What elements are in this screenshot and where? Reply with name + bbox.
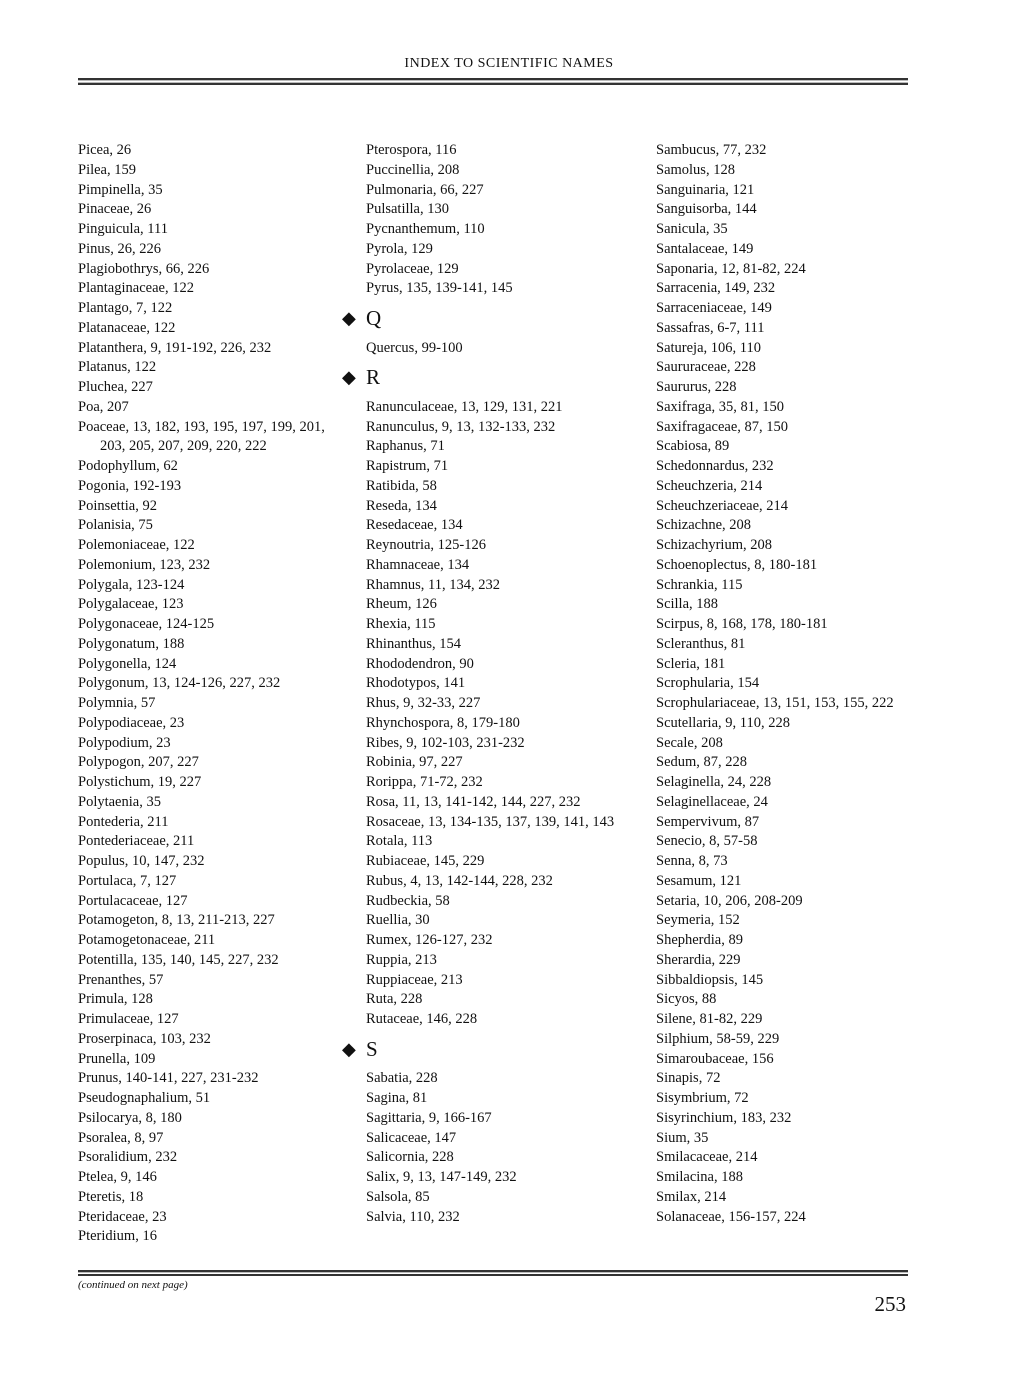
index-entry: Sarraceniaceae, 149 bbox=[656, 300, 772, 316]
index-entry: Sagina, 81 bbox=[366, 1090, 428, 1106]
index-entry: Rudbeckia, 58 bbox=[366, 892, 450, 909]
index-entry: Saururaceae, 228 bbox=[656, 359, 756, 376]
index-entry: Ruta, 228 bbox=[366, 991, 423, 1008]
index-entry: Schedonnardus, 232 bbox=[656, 458, 774, 474]
header-rule bbox=[78, 78, 908, 85]
index-entry: Portulacaceae, 127 bbox=[78, 892, 188, 909]
index-entry: Scutellaria, 9, 110, 228 bbox=[656, 714, 790, 731]
index-entry: Sabatia, 228 bbox=[366, 1070, 438, 1087]
index-entry: Sisyrinchium, 183, 232 bbox=[656, 1109, 792, 1126]
index-entry: Rubus, 4, 13, 142-144, 228, 232 bbox=[366, 872, 553, 889]
index-entry: Populus, 10, 147, 232 bbox=[78, 853, 205, 869]
index-entry: Shepherdia, 89 bbox=[656, 932, 743, 948]
index-entry: Senecio, 8, 57-58 bbox=[656, 833, 758, 850]
index-entry: Pontederia, 211 bbox=[78, 813, 169, 830]
index-entry: Pluchea, 227 bbox=[78, 379, 153, 395]
index-entry: Setaria, 10, 206, 208-209 bbox=[656, 892, 803, 909]
index-entry: Podophyllum, 62 bbox=[78, 458, 178, 474]
index-entry: Puccinellia, 208 bbox=[366, 161, 460, 178]
index-entry: Polygala, 123-124 bbox=[78, 576, 185, 593]
index-entry: Polygonella, 124 bbox=[78, 655, 177, 672]
index-entry: Scleranthus, 81 bbox=[656, 635, 746, 652]
index-entry: Sibbaldiopsis, 145 bbox=[656, 971, 764, 988]
index-entry: Sambucus, 77, 232 bbox=[656, 142, 767, 158]
index-entry: Rhodotypos, 141 bbox=[366, 675, 466, 692]
index-entry: Polytaenia, 35 bbox=[78, 793, 161, 810]
index-entry: Salix, 9, 13, 147-149, 232 bbox=[366, 1169, 517, 1185]
index-entry: Resedaceae, 134 bbox=[366, 517, 463, 534]
index-entry: Prenanthes, 57 bbox=[78, 971, 164, 988]
index-entry: Scabiosa, 89 bbox=[656, 438, 730, 455]
index-entry: Polymnia, 57 bbox=[78, 695, 156, 711]
index-entry: Polypodiaceae, 23 bbox=[78, 714, 185, 731]
index-entry: Rhynchospora, 8, 179-180 bbox=[366, 714, 520, 731]
index-entry: Potamogeton, 8, 13, 211-213, 227 bbox=[78, 912, 275, 929]
index-entry: Secale, 208 bbox=[656, 734, 723, 751]
index-entry: Rapistrum, 71 bbox=[366, 458, 449, 474]
diamond-icon: ◆ bbox=[342, 308, 356, 328]
index-entry: Rhexia, 115 bbox=[366, 616, 436, 632]
index-entry: Smilacaceae, 214 bbox=[656, 1149, 758, 1166]
index-entry: Salicornia, 228 bbox=[366, 1149, 454, 1166]
index-entry: Polemoniaceae, 122 bbox=[78, 537, 195, 553]
index-entry: Pseudognaphalium, 51 bbox=[78, 1090, 211, 1106]
index-entry: Ruellia, 30 bbox=[366, 912, 430, 929]
index-entry: Pimpinella, 35 bbox=[78, 181, 163, 198]
index-entry: Sempervivum, 87 bbox=[656, 813, 760, 830]
index-entry: Sarracenia, 149, 232 bbox=[656, 280, 776, 297]
page-header: INDEX TO SCIENTIFIC NAMES bbox=[404, 56, 614, 71]
diamond-icon: ◆ bbox=[342, 367, 356, 388]
index-entry: Pinaceae, 26 bbox=[78, 201, 152, 218]
index-entry: Rheum, 126 bbox=[366, 596, 437, 613]
index-entry: Santalaceae, 149 bbox=[656, 240, 754, 257]
index-entry: Rutaceae, 146, 228 bbox=[366, 1011, 478, 1027]
index-entry: Schizachne, 208 bbox=[656, 517, 752, 534]
index-entry: Polygonum, 13, 124-126, 227, 232 bbox=[78, 675, 281, 692]
page-number: 253 bbox=[874, 1292, 906, 1316]
index-entry: Samolus, 128 bbox=[656, 161, 735, 178]
index-entry: Picea, 26 bbox=[78, 142, 132, 158]
index-entry: Portulaca, 7, 127 bbox=[78, 872, 177, 889]
index-entry: Ranunculus, 9, 13, 132-133, 232 bbox=[366, 418, 556, 435]
index-entry: Saponaria, 12, 81-82, 224 bbox=[656, 260, 806, 277]
index-entry: Sassafras, 6-7, 111 bbox=[656, 319, 765, 336]
index-entry: Polygalaceae, 123 bbox=[78, 596, 184, 613]
index-column-left bbox=[78, 141, 338, 1247]
index-entry: Ruppiaceae, 213 bbox=[366, 971, 463, 988]
index-entry: Pinguicula, 111 bbox=[78, 221, 168, 237]
index-entry: Satureja, 106, 110 bbox=[656, 339, 761, 356]
index-entry: Quercus, 99-100 bbox=[366, 339, 463, 356]
index-entry: Pteretis, 18 bbox=[78, 1188, 144, 1205]
footer-rule bbox=[78, 1270, 908, 1276]
index-entry: Pulsatilla, 130 bbox=[366, 201, 449, 218]
section-heading bbox=[342, 1030, 626, 1070]
index-entry: Saururus, 228 bbox=[656, 379, 737, 395]
index-entry: Pyrolaceae, 129 bbox=[366, 260, 459, 277]
index-entry: Simaroubaceae, 156 bbox=[656, 1050, 774, 1067]
index-entry: Schrankia, 115 bbox=[656, 576, 743, 593]
index-entry: Plantago, 7, 122 bbox=[78, 300, 173, 316]
index-entry: Scheuchzeria, 214 bbox=[656, 477, 763, 494]
section-heading bbox=[342, 358, 626, 398]
index-entry: Pogonia, 192-193 bbox=[78, 477, 182, 494]
index-entry: Rhamnaceae, 134 bbox=[366, 556, 470, 573]
index-entry: Reynoutria, 125-126 bbox=[366, 537, 487, 553]
index-entry: Platanaceae, 122 bbox=[78, 319, 176, 336]
index-entry: Rhododendron, 90 bbox=[366, 655, 474, 672]
index-entry: Platanthera, 9, 191-192, 226, 232 bbox=[78, 339, 272, 356]
index-entry: Senna, 8, 73 bbox=[656, 853, 728, 869]
index-entry: Sanguinaria, 121 bbox=[656, 181, 755, 198]
index-entry: Sium, 35 bbox=[656, 1129, 709, 1146]
index-entry: Seymeria, 152 bbox=[656, 912, 740, 929]
index-entry: Salvia, 110, 232 bbox=[366, 1208, 460, 1225]
index-entry: Psoralea, 8, 97 bbox=[78, 1129, 164, 1146]
index-entry: Polemonium, 123, 232 bbox=[78, 556, 211, 573]
index-entry: Plantaginaceae, 122 bbox=[78, 280, 194, 297]
index-entry: Sanguisorba, 144 bbox=[656, 201, 757, 218]
index-entry: Reseda, 134 bbox=[366, 497, 437, 514]
index-entry: Schizachyrium, 208 bbox=[656, 537, 772, 553]
index-entry: Salicaceae, 147 bbox=[366, 1129, 457, 1146]
index-entry: Poaceae, 13, 182, 193, 195, 197, 199, 201, 203, 205, 207, 209, 220, 222 bbox=[78, 418, 325, 455]
section-letter: Q bbox=[366, 306, 382, 330]
index-entry: Pulmonaria, 66, 227 bbox=[366, 181, 484, 198]
index-entry: Sicyos, 88 bbox=[656, 991, 717, 1008]
index-entry: Polypodium, 23 bbox=[78, 734, 171, 751]
index-entry: Ribes, 9, 102-103, 231-232 bbox=[366, 734, 525, 751]
index-entry: Sherardia, 229 bbox=[656, 951, 741, 968]
index-entry: Scrophulariaceae, 13, 151, 153, 155, 222 bbox=[656, 695, 894, 711]
index-entry: Selaginella, 24, 228 bbox=[656, 774, 772, 790]
index-entry: Plagiobothrys, 66, 226 bbox=[78, 260, 210, 277]
section-letter: S bbox=[366, 1036, 378, 1061]
index-entry: Pontederiaceae, 211 bbox=[78, 833, 195, 850]
diamond-icon: ◆ bbox=[342, 1038, 356, 1059]
index-column-right bbox=[656, 141, 906, 1227]
index-entry: Polygonatum, 188 bbox=[78, 635, 185, 652]
index-entry: Solanaceae, 156-157, 224 bbox=[656, 1208, 806, 1225]
index-entry: Sesamum, 121 bbox=[656, 872, 742, 889]
index-entry: Saxifraga, 35, 81, 150 bbox=[656, 398, 785, 415]
index-entry: Pyrola, 129 bbox=[366, 240, 433, 257]
index-entry: Rorippa, 71-72, 232 bbox=[366, 774, 483, 790]
index-entry: Ranunculaceae, 13, 129, 131, 221 bbox=[366, 398, 563, 415]
index-entry: Platanus, 122 bbox=[78, 359, 157, 376]
index-entry: Scrophularia, 154 bbox=[656, 675, 760, 692]
index-entry: Scleria, 181 bbox=[656, 655, 726, 672]
index-entry: Psoralidium, 232 bbox=[78, 1149, 178, 1166]
index-entry: Selaginellaceae, 24 bbox=[656, 793, 768, 810]
index-entry: Poinsettia, 92 bbox=[78, 497, 157, 514]
continued-note: (continued on next page) bbox=[78, 1279, 188, 1291]
index-entry: Ptelea, 9, 146 bbox=[78, 1169, 157, 1185]
index-entry: Robinia, 97, 227 bbox=[366, 754, 463, 771]
index-entry: Ratibida, 58 bbox=[366, 477, 437, 494]
index-entry: Rotala, 113 bbox=[366, 833, 433, 850]
index-entry: Pilea, 159 bbox=[78, 161, 136, 178]
index-entry: Pterospora, 116 bbox=[366, 142, 457, 158]
index-entry: Rhinanthus, 154 bbox=[366, 635, 462, 652]
index-entry: Polystichum, 19, 227 bbox=[78, 774, 202, 790]
index-entry: Scheuchzeriaceae, 214 bbox=[656, 497, 789, 514]
index-entry: Rubiaceae, 145, 229 bbox=[366, 853, 485, 869]
index-entry: Silphium, 58-59, 229 bbox=[656, 1030, 780, 1047]
index-entry: Pteridium, 16 bbox=[78, 1228, 157, 1245]
index-entry: Scilla, 188 bbox=[656, 596, 719, 613]
index-entry: Rosaceae, 13, 134-135, 137, 139, 141, 143 bbox=[366, 813, 615, 830]
index-entry: Silene, 81-82, 229 bbox=[656, 1011, 763, 1027]
index-entry: Ruppia, 213 bbox=[366, 951, 437, 968]
index-entry: Psilocarya, 8, 180 bbox=[78, 1109, 182, 1126]
index-entry: Primula, 128 bbox=[78, 991, 153, 1008]
index-entry: Proserpinaca, 103, 232 bbox=[78, 1030, 211, 1047]
index-entry: Prunella, 109 bbox=[78, 1050, 156, 1067]
index-entry: Pycnanthemum, 110 bbox=[366, 221, 485, 237]
index-entry: Salsola, 85 bbox=[366, 1188, 430, 1205]
index-entry: Rumex, 126-127, 232 bbox=[366, 932, 493, 948]
index-entry: Sagittaria, 9, 166-167 bbox=[366, 1109, 492, 1126]
index-entry: Polypogon, 207, 227 bbox=[78, 754, 199, 771]
index-entry: Rosa, 11, 13, 141-142, 144, 227, 232 bbox=[366, 793, 581, 810]
index-entry: Rhus, 9, 32-33, 227 bbox=[366, 695, 481, 711]
index-entry: Rhamnus, 11, 134, 232 bbox=[366, 576, 500, 593]
index-entry: Polygonaceae, 124-125 bbox=[78, 616, 215, 632]
index-entry: Smilax, 214 bbox=[656, 1188, 727, 1205]
index-entry: Poa, 207 bbox=[78, 398, 129, 415]
index-entry: Polanisia, 75 bbox=[78, 517, 153, 534]
index-entry: Prunus, 140-141, 227, 231-232 bbox=[78, 1070, 259, 1087]
index-entry: Sedum, 87, 228 bbox=[656, 754, 748, 771]
index-entry: Saxifragaceae, 87, 150 bbox=[656, 418, 789, 435]
index-entry: Pteridaceae, 23 bbox=[78, 1208, 167, 1225]
section-letter: R bbox=[366, 365, 381, 390]
index-entry: Smilacina, 188 bbox=[656, 1169, 743, 1185]
section-heading bbox=[342, 299, 626, 339]
index-entry: Primulaceae, 127 bbox=[78, 1011, 179, 1027]
index-entry: Potentilla, 135, 140, 145, 227, 232 bbox=[78, 951, 279, 968]
index-entry: Raphanus, 71 bbox=[366, 438, 445, 455]
index-column-middle bbox=[342, 141, 626, 1227]
index-entry: Pinus, 26, 226 bbox=[78, 240, 161, 257]
index-entry: Schoenoplectus, 8, 180-181 bbox=[656, 556, 818, 573]
index-entry: Sanicula, 35 bbox=[656, 221, 728, 237]
index-entry: Potamogetonaceae, 211 bbox=[78, 932, 216, 948]
index-entry: Pyrus, 135, 139-141, 145 bbox=[366, 280, 513, 297]
index-entry: Sisymbrium, 72 bbox=[656, 1090, 749, 1106]
index-entry: Sinapis, 72 bbox=[656, 1070, 721, 1087]
index-entry: Scirpus, 8, 168, 178, 180-181 bbox=[656, 616, 828, 632]
